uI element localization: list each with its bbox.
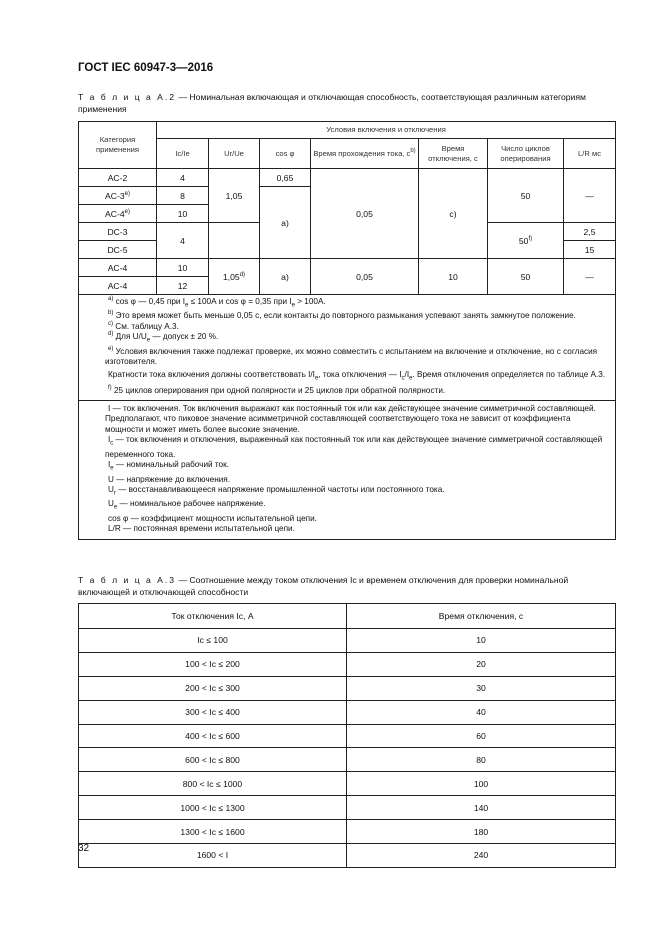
table-row	[79, 772, 616, 796]
table-a3-label: Т а б л и ц а А.3	[78, 575, 177, 585]
header-time-flow-text: Время прохождения тока, с	[313, 148, 411, 158]
table-a2	[78, 121, 616, 540]
table-row	[79, 820, 616, 844]
header-cycles: Число циклов оперирования	[488, 139, 564, 169]
def-cos: cos φ — коэффициент мощности испытательной цепи.	[108, 513, 317, 523]
cell-cycles	[488, 223, 564, 259]
note-d: $^{d)}$ Для $U/U_e$ — допуск ± 20 %.	[108, 331, 219, 345]
header-time: Время отключения, с	[347, 604, 616, 629]
table-a3	[78, 603, 616, 868]
cell-category-note: e)	[124, 190, 130, 197]
cell-range: 800 < Ic ≤ 1000	[79, 772, 347, 796]
def-lr: L/R — постоянная времени испытательной цепи.	[108, 524, 295, 534]
cell-range: 1300 < Ic ≤ 1600	[79, 820, 347, 844]
table-a2-subheader-row	[79, 139, 616, 169]
cell-ur: 1,05	[209, 169, 260, 223]
cell-cycles: 50	[488, 169, 564, 223]
cell-range: 100 < Ic ≤ 200	[79, 652, 347, 676]
table-row	[79, 700, 616, 724]
cell-time: 10	[347, 629, 616, 653]
document-title: ГОСТ IEC 60947-3—2016	[78, 62, 214, 74]
cell-time-flow: 0,05	[311, 259, 419, 295]
table-a2-header-row	[79, 122, 616, 139]
cell-ur-note: d)	[239, 271, 246, 278]
cell-range: Ic ≤ 100	[79, 629, 347, 653]
table-a2-notes-row	[79, 295, 616, 401]
cell-time: 100	[347, 772, 616, 796]
cell-category: AC-2	[79, 169, 157, 187]
header-time-flow	[311, 139, 419, 169]
table-a3-header-row	[79, 604, 616, 629]
cell-ur	[209, 223, 260, 259]
table-row	[79, 724, 616, 748]
header-lr: L/R мс	[564, 139, 616, 169]
cell-cycles: 50	[488, 259, 564, 295]
page-number: 32	[78, 843, 90, 854]
cell-category-text: AC-4	[105, 208, 125, 219]
table-row	[79, 169, 616, 187]
header-time-flow-note: b)	[410, 147, 416, 154]
header-ur-ue: Ur/Ue	[209, 139, 260, 169]
cell-ic: 8	[157, 187, 209, 205]
header-cos: cos φ	[260, 139, 311, 169]
cell-ic: 4	[157, 223, 209, 259]
cell-range: 200 < Ic ≤ 300	[79, 676, 347, 700]
table-a2-label: Т а б л и ц а А.2	[78, 92, 177, 102]
table-row	[79, 629, 616, 653]
cell-cycles-text: 50	[518, 235, 529, 246]
table-row	[79, 652, 616, 676]
header-time-off: Время отключения, с	[419, 139, 488, 169]
def-ic: $I_c$ — ток включения и отключения, выраженный как постоянный ток или как действующее значение симметричной составляющей переменного тока.	[105, 435, 603, 459]
table-row	[79, 796, 616, 820]
cell-range: 400 < Ic ≤ 600	[79, 724, 347, 748]
cell-time: 40	[347, 700, 616, 724]
table-a3-caption-text: — Соотношение между током отключения Ic и временем отключения для проверки номинальной включающей и отключающей способности	[78, 575, 569, 597]
cell-time: 140	[347, 796, 616, 820]
cell-category: DC-5	[79, 241, 157, 259]
table-row	[79, 748, 616, 772]
cell-category	[79, 187, 157, 205]
table-a3-caption	[78, 575, 615, 598]
cell-lr: 2,5	[564, 223, 616, 241]
cell-range: 1000 < Ic ≤ 1300	[79, 796, 347, 820]
header-category: Категория применения	[79, 122, 157, 169]
cell-range: 600 < Ic ≤ 800	[79, 748, 347, 772]
note-f: $^{f)}$ 25 циклов оперирования при одной полярности и 25 циклов при обратной полярности.	[108, 385, 446, 396]
cell-range: 1600 < I	[79, 844, 347, 868]
cell-category	[79, 205, 157, 223]
cell-time: 60	[347, 724, 616, 748]
table-a2-definitions	[79, 400, 616, 539]
cell-lr: —	[564, 259, 616, 295]
cell-ic: 10	[157, 259, 209, 277]
note-c: $^{c)}$ См. таблицу А.3.	[108, 320, 179, 331]
cell-cos: 0,65	[260, 169, 311, 187]
table-a2-notes	[79, 295, 616, 401]
table-row	[79, 844, 616, 868]
header-ic-ie: Ic/Ie	[157, 139, 209, 169]
note-b: $^{b)}$ Это время может быть меньше 0,05 с, если контакты до повторного размыкания успевают занять замкнутое положение.	[108, 310, 576, 321]
cell-lr: —	[564, 169, 616, 223]
def-ue: $U_e$ — номинальное рабочее напряжение.	[108, 499, 266, 511]
cell-time: 80	[347, 748, 616, 772]
cell-ic: 4	[157, 169, 209, 187]
cell-category-text: AC-3	[105, 190, 125, 201]
cell-range: 300 < Ic ≤ 400	[79, 700, 347, 724]
cell-time: 240	[347, 844, 616, 868]
cell-time: 180	[347, 820, 616, 844]
cell-cycles-note: f)	[528, 235, 533, 242]
cell-ic: 10	[157, 205, 209, 223]
def-ie: $I_e$ — номинальный рабочий ток.	[108, 460, 229, 472]
cell-time: 20	[347, 652, 616, 676]
cell-time-off: c)	[419, 169, 488, 259]
cell-category: AC-4	[79, 259, 157, 277]
cell-cos: а)	[260, 187, 311, 259]
table-a2-caption	[78, 92, 615, 115]
table-row	[79, 259, 616, 277]
note-a: $^{a)}$ cos φ — 0,45 при $I_e \le 100А$ и cos φ = 0,35 при $I_e > 100А$.	[108, 296, 326, 309]
def-u: U — напряжение до включения.	[108, 474, 230, 484]
table-row	[79, 676, 616, 700]
cell-time: 30	[347, 676, 616, 700]
table-a2-caption-text: — Номинальная включающая и отключающая способность, соответствующая различным категориям применения	[78, 92, 586, 114]
cell-ur	[209, 259, 260, 295]
cell-time-flow: 0,05	[311, 169, 419, 259]
def-ur: $U_r$ — восстанавливающееся напряжение промышленной частоты или постоянного тока.	[108, 485, 445, 497]
cell-category: DC-3	[79, 223, 157, 241]
cell-cos: а)	[260, 259, 311, 295]
table-a2-definitions-row	[79, 400, 616, 539]
header-current: Ток отключения Ic, А	[79, 604, 347, 629]
cell-ur-text: 1,05	[222, 271, 240, 282]
note-e: $^{e)}$ Условия включения также подлежат проверке, их можно совместить с испытанием на включение и отключение, но с согласия изготовителя.	[105, 345, 598, 367]
def-i: I — ток включения. Ток включения выражают как постоянный ток или как действующее значение симметричной составляющей. Предполагают, что пиковое значение асимметричной составляющей соответствующего тока не зависит от коэффициента мощности и может иметь более высокие значение.	[105, 403, 596, 434]
header-conditions: Условия включения и отключения	[157, 122, 616, 139]
cell-lr: 15	[564, 241, 616, 259]
cell-category: AC-4	[79, 277, 157, 295]
cell-category-note: e)	[124, 208, 130, 215]
cell-time-off: 10	[419, 259, 488, 295]
cell-ic: 12	[157, 277, 209, 295]
note-multiplicity: Кратности тока включения должны соответствовать $I/I_e$, тока отключения — $I_c/I_e$. Время отключения определяется по таблице А.3.	[108, 369, 606, 382]
